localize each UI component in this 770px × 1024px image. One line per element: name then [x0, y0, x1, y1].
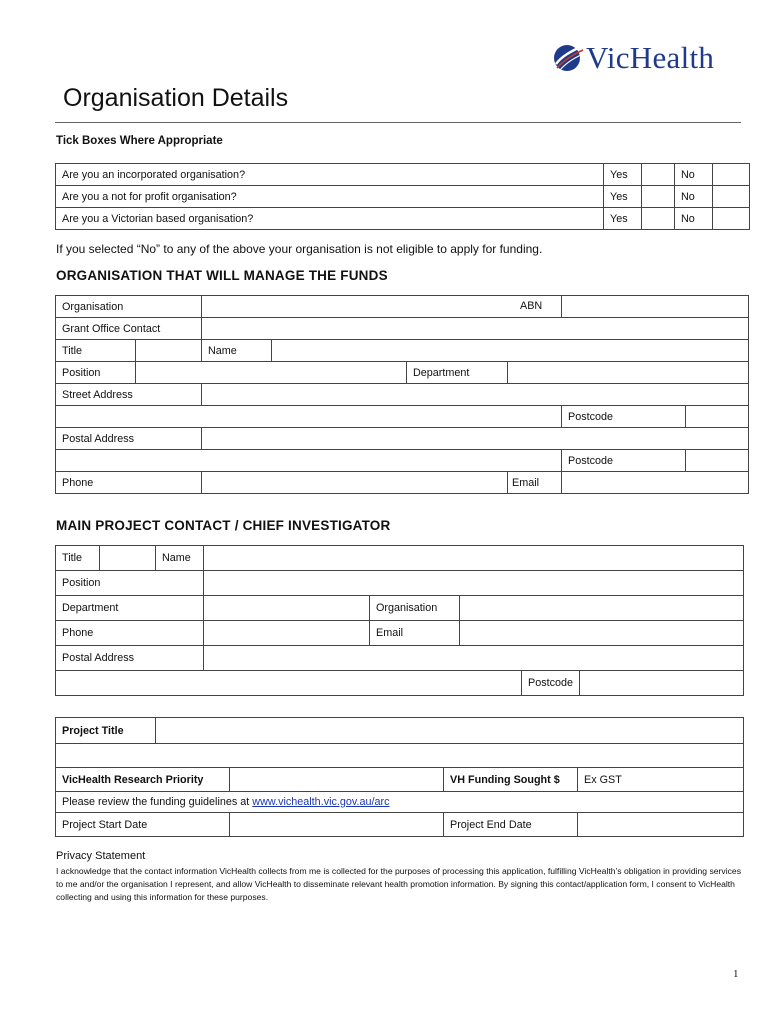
ex-gst-label: Ex GST [584, 773, 622, 786]
department-field[interactable] [508, 362, 749, 384]
postal-address-line2-field[interactable] [56, 450, 562, 472]
abn-field[interactable] [562, 296, 748, 317]
contact-position-field[interactable] [204, 571, 744, 596]
position-field[interactable] [136, 362, 407, 384]
yes-label: Yes [604, 186, 642, 208]
contact-phone-field[interactable] [204, 621, 370, 646]
contact-organisation-field[interactable] [460, 596, 744, 621]
funding-sought-field[interactable] [578, 768, 744, 792]
abn-cell [520, 296, 749, 318]
street-address-label: Street Address [56, 384, 202, 406]
street-address-line2-field[interactable] [56, 406, 562, 428]
contact-email-field[interactable] [460, 621, 744, 646]
phone-label: Phone [56, 472, 202, 494]
contact-phone-label: Phone [56, 621, 204, 646]
vichealth-swirl-logo-icon [552, 42, 584, 74]
contact-postal-address-line2-field[interactable] [56, 671, 522, 696]
yes-label: Yes [604, 164, 642, 186]
position-label: Position [56, 362, 136, 384]
title-label: Title [56, 340, 136, 362]
question-label: Are you a Victorian based organisation? [56, 208, 604, 230]
contact-title-field[interactable] [100, 546, 156, 571]
contact-department-label: Department [56, 596, 204, 621]
yes-checkbox[interactable] [642, 208, 675, 230]
grant-office-contact-label: Grant Office Contact [56, 318, 202, 340]
email-label: Email [508, 472, 562, 494]
research-priority-field[interactable] [230, 768, 444, 792]
privacy-statement-title: Privacy Statement [56, 850, 146, 862]
project-end-date-label: Project End Date [444, 813, 578, 837]
tick-boxes-heading: Tick Boxes Where Appropriate [56, 135, 223, 147]
eligibility-row [56, 186, 750, 208]
postal-address-label: Postal Address [56, 428, 202, 450]
postal-address-field[interactable] [202, 428, 749, 450]
contact-section-heading: MAIN PROJECT CONTACT / CHIEF INVESTIGATOR [56, 518, 391, 533]
department-label: Department [407, 362, 508, 384]
street-address-field[interactable] [202, 384, 749, 406]
title-field[interactable] [136, 340, 202, 362]
guidelines-link[interactable]: www.vichealth.vic.gov.au/arc [252, 796, 390, 808]
no-label: No [675, 164, 713, 186]
project-title-label: Project Title [56, 718, 156, 744]
logo-text: VicHealth [586, 40, 715, 75]
contact-title-label: Title [56, 546, 100, 571]
contact-email-label: Email [370, 621, 460, 646]
no-checkbox[interactable] [713, 208, 750, 230]
project-title-line2-field[interactable] [56, 744, 744, 768]
contact-table [55, 545, 744, 696]
yes-checkbox[interactable] [642, 186, 675, 208]
postcode-field[interactable] [686, 406, 749, 428]
contact-postal-address-field[interactable] [204, 646, 744, 671]
name-field[interactable] [272, 340, 749, 362]
eligibility-row [56, 164, 750, 186]
organisation-label: Organisation [56, 296, 202, 318]
phone-field[interactable] [202, 472, 508, 494]
no-checkbox[interactable] [713, 164, 750, 186]
contact-name-field[interactable] [204, 546, 744, 571]
guidelines-text: Please review the funding guidelines at [62, 796, 253, 808]
privacy-statement-text: I acknowledge that the contact information VicHealth collects from me is collected for the purposes of processing this application, fulfilling VicHealth’s obligation in providing services to me and/or the organisation I represent, and allow VicHealth to disseminate relevant health promotion information. By signing this contact/application form, I consent to VicHealth collecting and using this information for these purposes. [56, 866, 741, 902]
no-label: No [675, 186, 713, 208]
org-section-heading: ORGANISATION THAT WILL MANAGE THE FUNDS [56, 268, 388, 283]
project-start-date-label: Project Start Date [56, 813, 230, 837]
organisation-field[interactable] [202, 296, 562, 318]
project-start-date-field[interactable] [230, 813, 444, 837]
funding-sought-label: VH Funding Sought $ [444, 768, 578, 792]
no-label: No [675, 208, 713, 230]
guidelines-row [56, 792, 744, 813]
research-priority-label: VicHealth Research Priority [56, 768, 230, 792]
title-divider [55, 122, 741, 123]
project-table [55, 717, 744, 837]
page-title: Organisation Details [63, 84, 289, 112]
eligibility-row [56, 208, 750, 230]
contact-name-label: Name [156, 546, 204, 571]
contact-postcode-label: Postcode [522, 671, 580, 696]
yes-label: Yes [604, 208, 642, 230]
eligibility-note: If you selected “No” to any of the above your organisation is not eligible to apply for funding. [56, 242, 543, 256]
project-title-field[interactable] [156, 718, 744, 744]
contact-position-label: Position [56, 571, 204, 596]
vichealth-logo [552, 40, 714, 76]
question-label: Are you a not for profit organisation? [56, 186, 604, 208]
question-label: Are you an incorporated organisation? [56, 164, 604, 186]
name-label: Name [202, 340, 272, 362]
eligibility-table [55, 163, 750, 230]
contact-postcode-field[interactable] [580, 671, 744, 696]
postcode-label: Postcode [562, 406, 686, 428]
page-number: 1 [733, 968, 739, 980]
yes-checkbox[interactable] [642, 164, 675, 186]
abn-label: ABN [520, 300, 543, 312]
contact-department-field[interactable] [204, 596, 370, 621]
no-checkbox[interactable] [713, 186, 750, 208]
project-end-date-field[interactable] [578, 813, 744, 837]
grant-office-contact-field[interactable] [202, 318, 749, 340]
email-field[interactable] [562, 472, 749, 494]
contact-postal-address-label: Postal Address [56, 646, 204, 671]
postal-postcode-field[interactable] [686, 450, 749, 472]
postal-postcode-label: Postcode [562, 450, 686, 472]
organisation-table [55, 295, 749, 494]
contact-organisation-label: Organisation [370, 596, 460, 621]
